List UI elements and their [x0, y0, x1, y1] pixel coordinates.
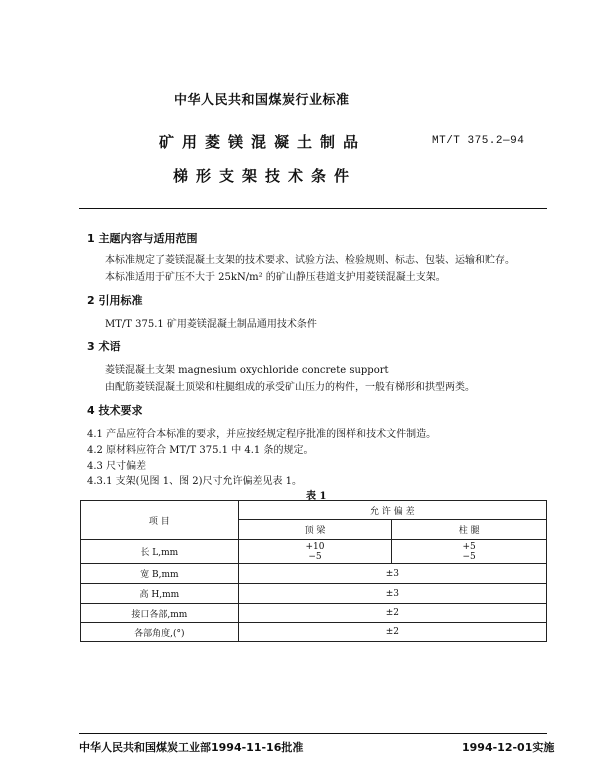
table-row: [81, 564, 547, 584]
table-caption: 表 1: [306, 491, 327, 502]
beam-plus: +10: [305, 541, 325, 552]
section-2-heading: 2 引用标准: [87, 294, 143, 307]
header-rule: [79, 208, 547, 209]
standard-number: MT/T 375.2—94: [432, 135, 525, 147]
document-title-line2: 梯形支架技术条件: [173, 167, 358, 185]
cell-angles-tolerance: ±2: [238, 623, 546, 642]
cell-beam-length-tolerance: [238, 540, 392, 564]
section-3-term: 菱镁混凝土支架 magnesium oxychloride concrete support: [105, 365, 389, 376]
table-row: [81, 584, 547, 604]
section-3-heading: 3 术语: [87, 340, 121, 353]
header-column-leg: 柱 腿: [392, 520, 547, 540]
row-item-angles: 各部角度,(°): [81, 623, 239, 642]
leg-plus: +5: [462, 541, 476, 552]
effective-date: 1994-12-01实施: [462, 741, 555, 754]
clause-4-2: 4.2 原材料应符合 MT/T 375.1 中 4.1 条的规定。: [87, 445, 314, 456]
row-item-width: 宽 B,mm: [81, 564, 239, 584]
cell-width-tolerance: ±3: [238, 564, 546, 584]
beam-minus: −5: [308, 551, 322, 562]
header-item: 项 目: [81, 501, 239, 540]
issuing-authority: 中华人民共和国煤炭行业标准: [174, 93, 350, 108]
table-header-row: [81, 501, 547, 520]
table-row: [81, 623, 547, 642]
row-item-height: 高 H,mm: [81, 584, 239, 604]
section-2-reference: MT/T 375.1 矿用菱镁混凝土制品通用技术条件: [105, 319, 317, 330]
clause-4-3-1: 4.3.1 支架(见图 1、图 2)尺寸允许偏差见表 1。: [87, 476, 303, 487]
table-row: [81, 540, 547, 564]
cell-leg-length-tolerance: [392, 540, 547, 564]
section-4-heading: 4 技术要求: [87, 404, 143, 417]
section-1-heading: 1 主题内容与适用范围: [87, 232, 198, 245]
row-item-joints: 接口各部,mm: [81, 604, 239, 623]
table-row: [81, 604, 547, 623]
section-1-paragraph-1: 本标准规定了菱镁混凝土支架的技术要求、试验方法、检验规则、标志、包装、运输和贮存。: [105, 255, 515, 266]
cell-height-tolerance: ±3: [238, 584, 546, 604]
footer-rule: [79, 733, 547, 734]
section-1-paragraph-2: 本标准适用于矿压不大于 25kN/m² 的矿山静压巷道支护用菱镁混凝土支架。: [105, 272, 446, 283]
document-title-line1: 矿用菱镁混凝土制品: [159, 133, 367, 151]
clause-4-3: 4.3 尺寸偏差: [87, 461, 147, 472]
header-top-beam: 顶 梁: [238, 520, 392, 540]
leg-minus: −5: [462, 551, 476, 562]
header-allowable-deviation: 允 许 偏 差: [238, 501, 546, 520]
row-item-length: 长 L,mm: [81, 540, 239, 564]
clause-4-1: 4.1 产品应符合本标准的要求，并应按经规定程序批准的图样和技术文件制造。: [87, 429, 437, 440]
approval-statement: 中华人民共和国煤炭工业部1994-11-16批准: [79, 741, 304, 754]
section-3-definition: 由配筋菱镁混凝土顶梁和柱腿组成的承受矿山压力的构件，一般有梯形和拱型两类。: [105, 382, 475, 393]
tolerance-table: [80, 500, 547, 642]
cell-joints-tolerance: ±2: [238, 604, 546, 623]
